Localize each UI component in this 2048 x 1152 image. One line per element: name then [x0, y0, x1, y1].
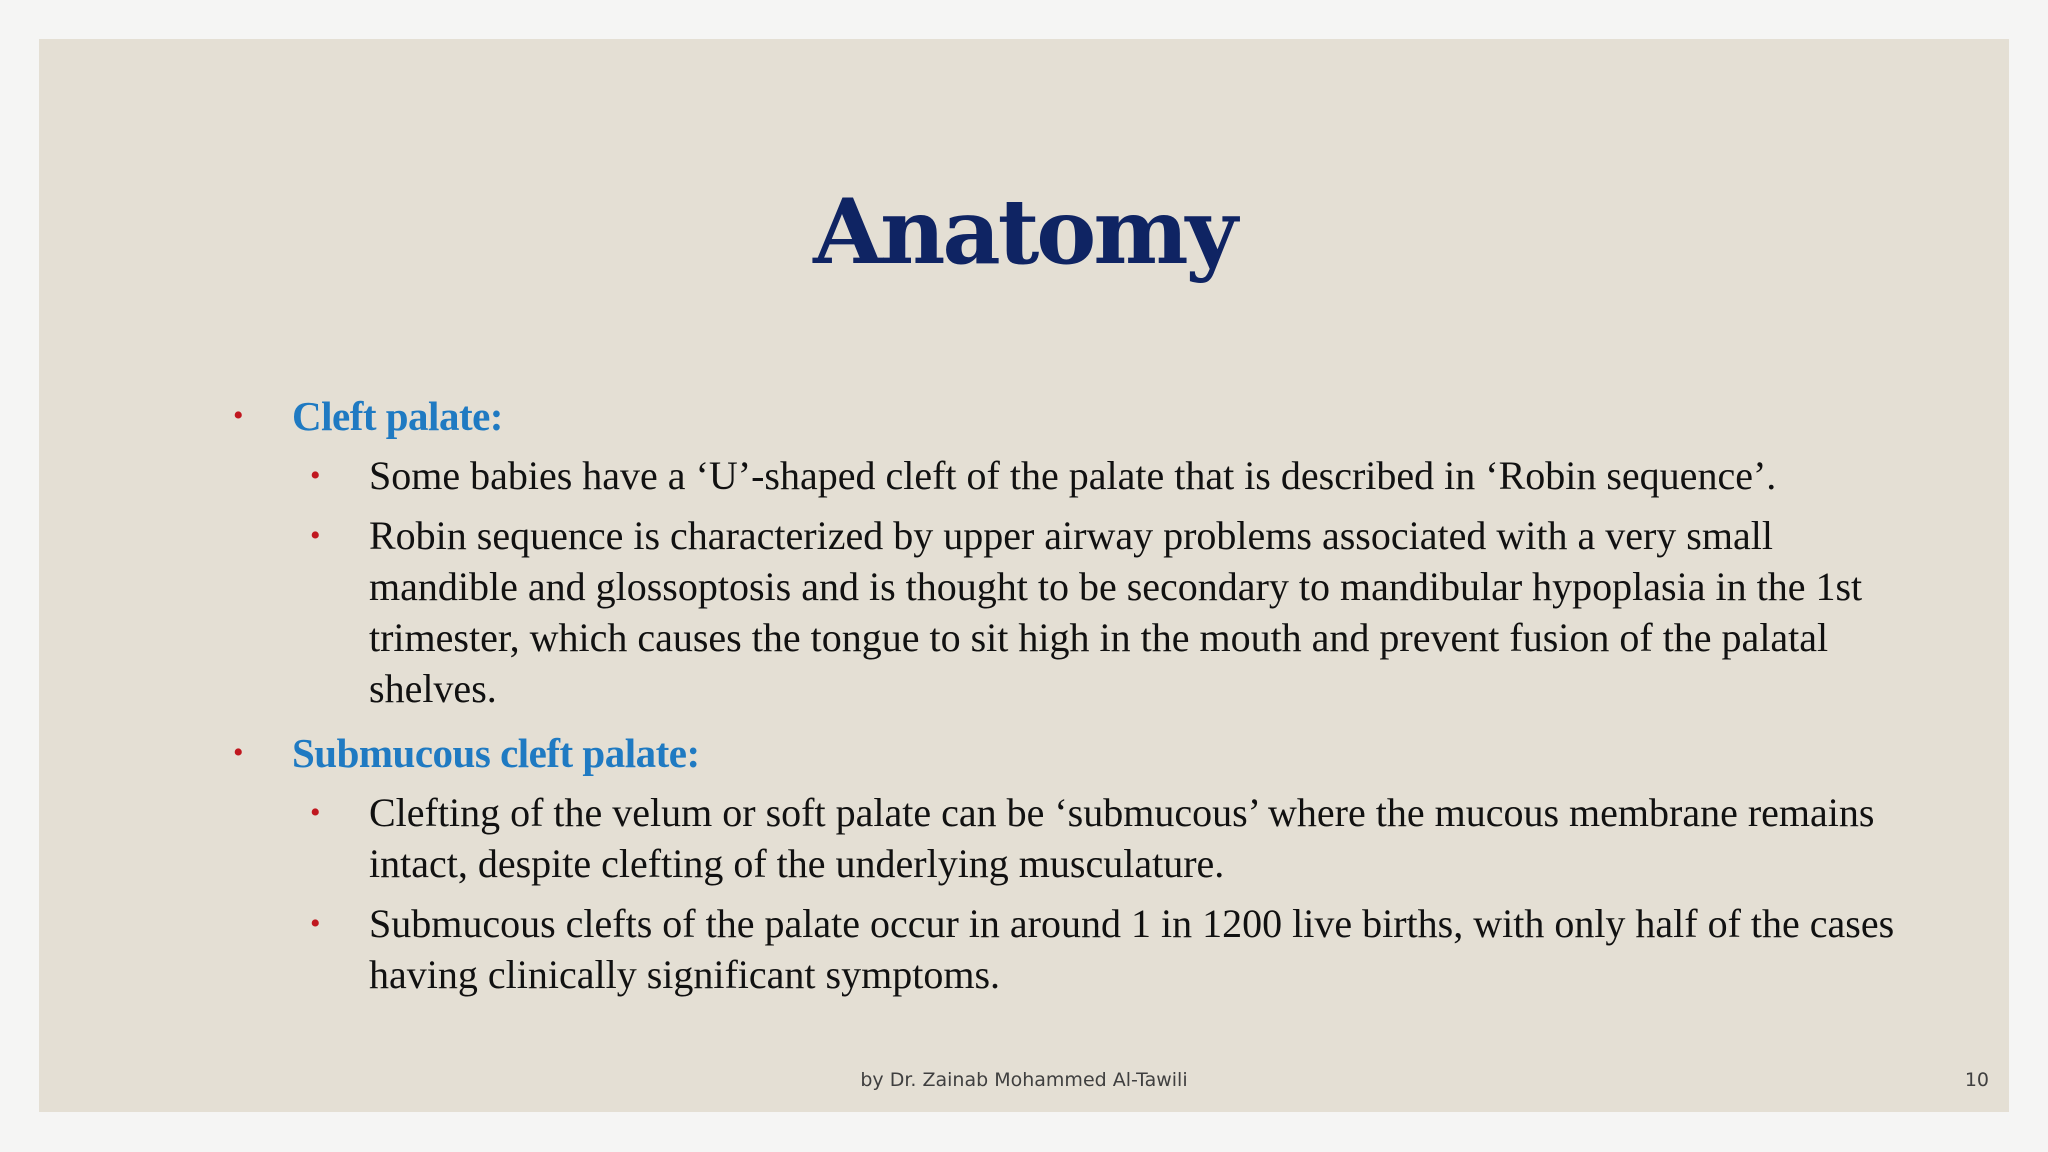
- page-number: 10: [1964, 1069, 1989, 1091]
- list-item-text: Some babies have a ‘U’-shaped cleft of the palate that is described in ‘Robin sequence’.: [369, 453, 1777, 498]
- slide-title: Anatomy: [813, 179, 1235, 285]
- section-heading-cleft-palate: [189, 391, 1909, 441]
- bullet-icon: •: [310, 459, 321, 492]
- list-item-text: Clefting of the velum or soft palate can be ‘submucous’ where the mucous membrane remains intact, despite clefting of the underlying musculature.: [369, 790, 1875, 886]
- bullet-icon: •: [310, 519, 321, 552]
- list-item: [189, 898, 1909, 1000]
- slide: [39, 39, 2009, 1112]
- list-item: [189, 510, 1909, 714]
- section-heading-text: Cleft palate:: [292, 393, 503, 439]
- bullet-icon: •: [233, 399, 244, 432]
- bullet-icon: •: [233, 736, 244, 769]
- slide-footer: by Dr. Zainab Mohammed Al-Tawili: [860, 1069, 1188, 1091]
- bullet-icon: •: [310, 796, 321, 829]
- section-heading-text: Submucous cleft palate:: [292, 730, 700, 776]
- bullet-icon: •: [310, 907, 321, 940]
- slide-content: [189, 391, 1909, 1000]
- list-item-text: Submucous clefts of the palate occur in around 1 in 1200 live births, with only half of the cases having clinically significant symptoms.: [369, 901, 1895, 997]
- list-item: [189, 450, 1909, 501]
- section-heading-submucous-cleft-palate: [189, 728, 1909, 778]
- list-item: [189, 787, 1909, 889]
- list-item-text: Robin sequence is characterized by upper airway problems associated with a very small mandible and glossoptosis and is thought to be secondary to mandibular hypoplasia in the 1st trimester, which causes the tongue to sit high in the mouth and prevent fusion of the palatal shelves.: [369, 513, 1863, 711]
